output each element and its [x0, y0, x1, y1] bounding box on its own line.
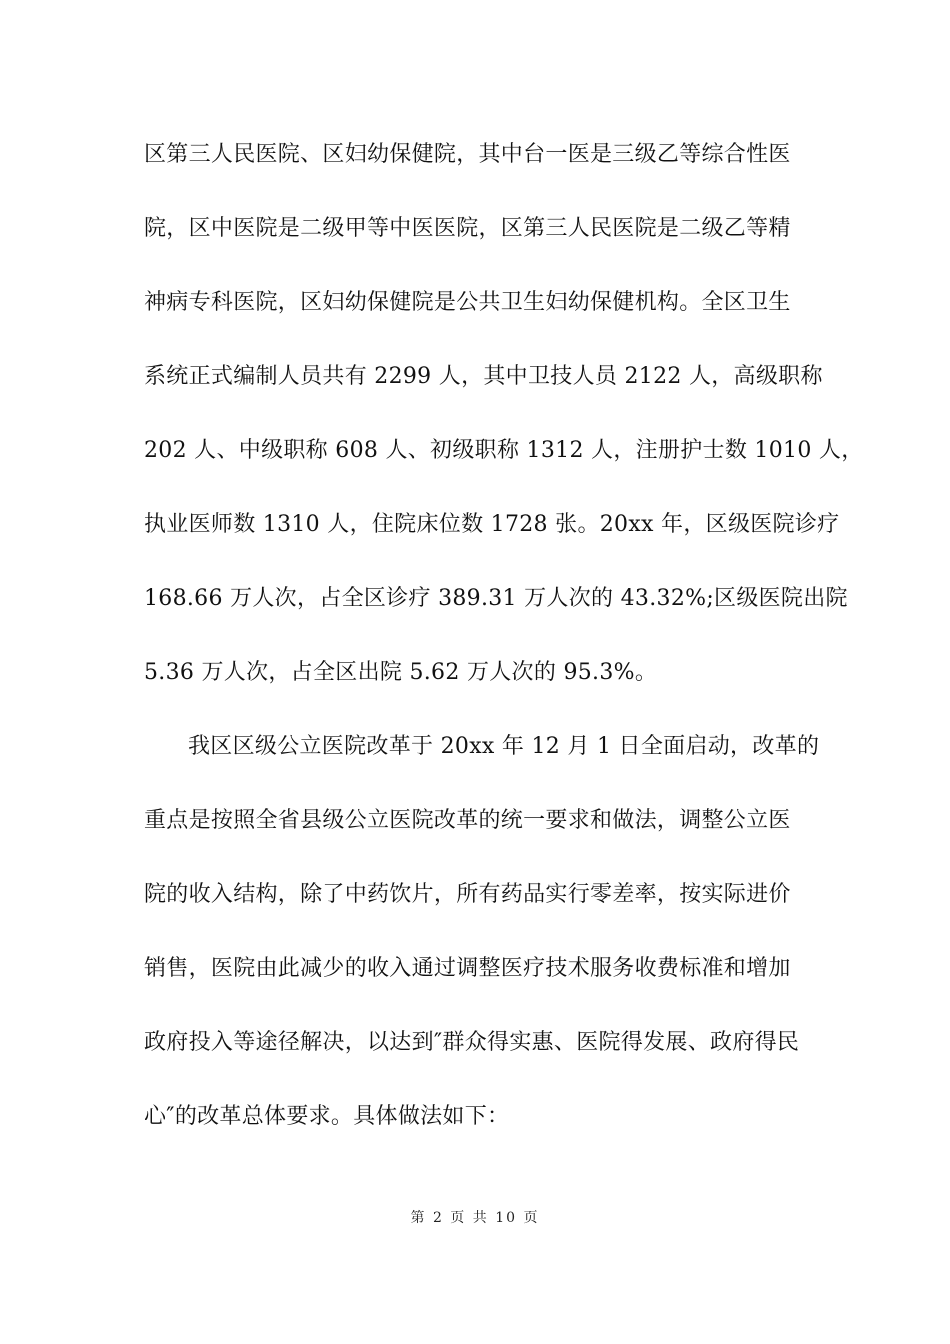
paragraph-1-line-7: 168.66 万人次，占全区诊疗 389.31 万人次的 43.32%;区级医院出院	[144, 586, 848, 611]
paragraph-2-line-4: 销售，医院由此减少的收入通过调整医疗技术服务收费标准和增加	[144, 956, 791, 981]
page-number-footer: 第 2 页 共 10 页	[410, 1210, 540, 1226]
paragraph-1-line-5: 202 人、中级职称 608 人、初级职称 1312 人，注册护士数 1010 人，	[144, 438, 864, 463]
paragraph-2-line-2: 重点是按照全省县级公立医院改革的统一要求和做法，调整公立医	[144, 808, 791, 833]
paragraph-1-line-3: 神病专科医院，区妇幼保健院是公共卫生妇幼保健机构。全区卫生	[144, 290, 791, 315]
paragraph-1-line-8: 5.36 万人次，占全区出院 5.62 万人次的 95.3%。	[144, 660, 658, 685]
paragraph-2-line-1: 我区区级公立医院改革于 20xx 年 12 月 1 日全面启动，改革的	[188, 734, 820, 759]
paragraph-2-line-5: 政府投入等途径解决，以达到″群众得实惠、医院得发展、政府得民	[144, 1030, 800, 1055]
paragraph-1-line-6: 执业医师数 1310 人，住院床位数 1728 张。20xx 年，区级医院诊疗	[144, 512, 840, 537]
paragraph-1-line-2: 院，区中医院是二级甲等中医医院，区第三人民医院是二级乙等精	[144, 216, 791, 241]
paragraph-1-line-1: 区第三人民医院、区妇幼保健院，其中台一医是三级乙等综合性医	[144, 142, 791, 167]
paragraph-2-line-6: 心″的改革总体要求。具体做法如下：	[144, 1104, 510, 1129]
paragraph-2-line-3: 院的收入结构，除了中药饮片，所有药品实行零差率，按实际进价	[144, 882, 791, 907]
paragraph-1-line-4: 系统正式编制人员共有 2299 人，其中卫技人员 2122 人，高级职称	[144, 364, 823, 389]
